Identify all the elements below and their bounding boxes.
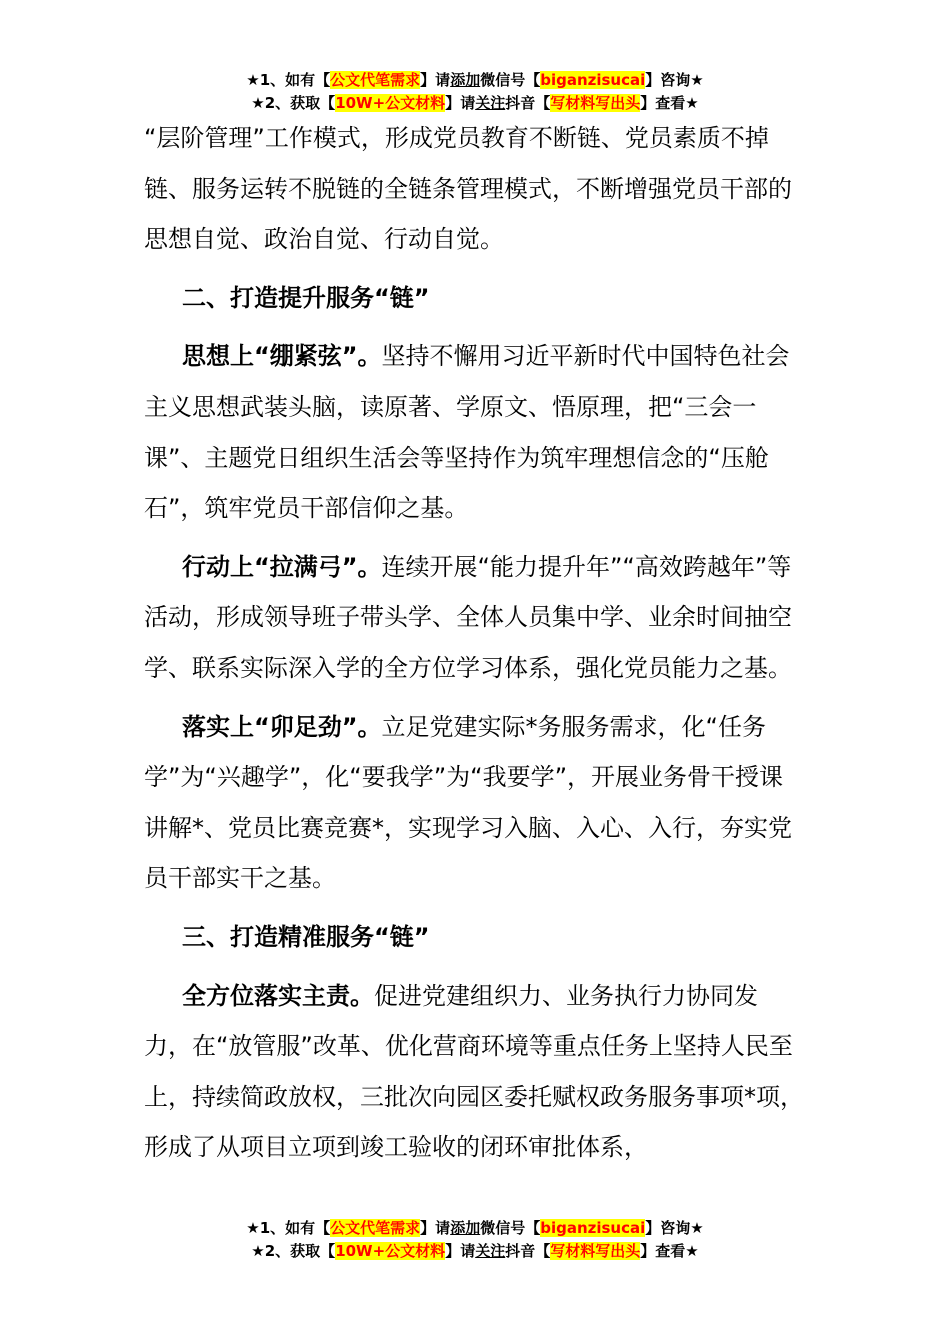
highlight-text: biganzisucai	[540, 71, 646, 89]
banner-line-1	[0, 1217, 950, 1240]
highlight-text: 公文代笔需求	[330, 71, 421, 89]
banner-text: 微信号【	[480, 71, 541, 89]
highlight-text: 写材料写出头	[550, 1242, 641, 1260]
banner-text: 】咨询★	[645, 71, 704, 89]
paragraph: “层阶管理”工作模式，形成党员教育不断链、党员素质不掉链、服务运转不脱链的全链条管理模式，不断增强党员干部的思想自觉、政治自觉、行动自觉。	[144, 124, 792, 254]
banner-line-2	[0, 1240, 950, 1263]
banner-line-1	[0, 69, 950, 92]
section-heading: 二、打造提升服务“链”	[182, 283, 430, 312]
document-body	[144, 113, 804, 1181]
paragraph	[144, 542, 804, 694]
highlight-text: 写材料写出头	[550, 94, 641, 112]
banner-text: 】咨询★	[645, 1219, 704, 1237]
paragraph-lead: 全方位落实主责。	[182, 981, 374, 1010]
banner-text: ★1、如有【	[246, 1219, 331, 1237]
header-banner	[0, 69, 950, 115]
banner-text: ★1、如有【	[246, 71, 331, 89]
banner-text: ★2、获取【	[251, 1242, 336, 1260]
banner-text: 】请	[445, 94, 476, 112]
paragraph	[144, 331, 804, 533]
banner-text: 】请	[420, 71, 451, 89]
banner-text: 抖音【	[505, 94, 551, 112]
paragraph-lead: 行动上“拉满弓”。	[182, 552, 382, 581]
banner-line-2	[0, 92, 950, 115]
underlined-text: 添加	[450, 1219, 481, 1237]
banner-text: 微信号【	[480, 1219, 541, 1237]
underlined-text: 关注	[475, 1242, 506, 1260]
banner-text: 抖音【	[505, 1242, 551, 1260]
highlight-text: 10W+公文材料	[335, 94, 446, 112]
paragraph-text: 连续开展“能力提升年”“高效跨越年”等活动，形成领导班子带头学、全体人员集中学、业余时间抽空学、联系实际深入学的全方位学习体系，强化党员能力之基。	[144, 552, 792, 682]
footer-banner	[0, 1217, 950, 1263]
banner-text: 】请	[445, 1242, 476, 1260]
underlined-text: 关注	[475, 94, 506, 112]
banner-text: 】查看★	[640, 1242, 699, 1260]
banner-text: 】请	[420, 1219, 451, 1237]
highlight-text: 10W+公文材料	[335, 1242, 446, 1260]
paragraph-lead: 思想上“绷紧弦”。	[182, 342, 382, 371]
paragraph-text: 促进党建组织力、业务执行力协同发力，在“放管服”改革、优化营商环境等重点任务上坚持人民至上，持续简政放权，三批次向园区委托赋权政务服务事项*项，形成了从项目立项到竣工验收的闭环审批体系，	[144, 981, 804, 1162]
highlight-text: biganzisucai	[540, 1219, 646, 1237]
highlight-text: 公文代笔需求	[330, 1219, 421, 1237]
section-heading: 三、打造精准服务“链”	[182, 922, 430, 951]
paragraph-lead: 落实上“卯足劲”。	[182, 712, 382, 741]
paragraph-text: 坚持不懈用习近平新时代中国特色社会主义思想武装头脑，读原著、学原文、悟原理，把“三会一课”、主题党日组织生活会等坚持作为筑牢理想信念的“压舱石”，筑牢党员干部信仰之基。	[144, 342, 790, 523]
paragraph	[144, 971, 804, 1173]
underlined-text: 添加	[450, 71, 481, 89]
banner-text: 】查看★	[640, 94, 699, 112]
paragraph	[144, 702, 804, 904]
paragraph-text: 立足党建实际*务服务需求，化“任务学”为“兴趣学”，化“要我学”为“我要学”，开展业务骨干授课讲解*、党员比赛竞赛*，实现学习入脑、入心、入行，夯实党员干部实干之基。	[144, 712, 792, 893]
banner-text: ★2、获取【	[251, 94, 336, 112]
